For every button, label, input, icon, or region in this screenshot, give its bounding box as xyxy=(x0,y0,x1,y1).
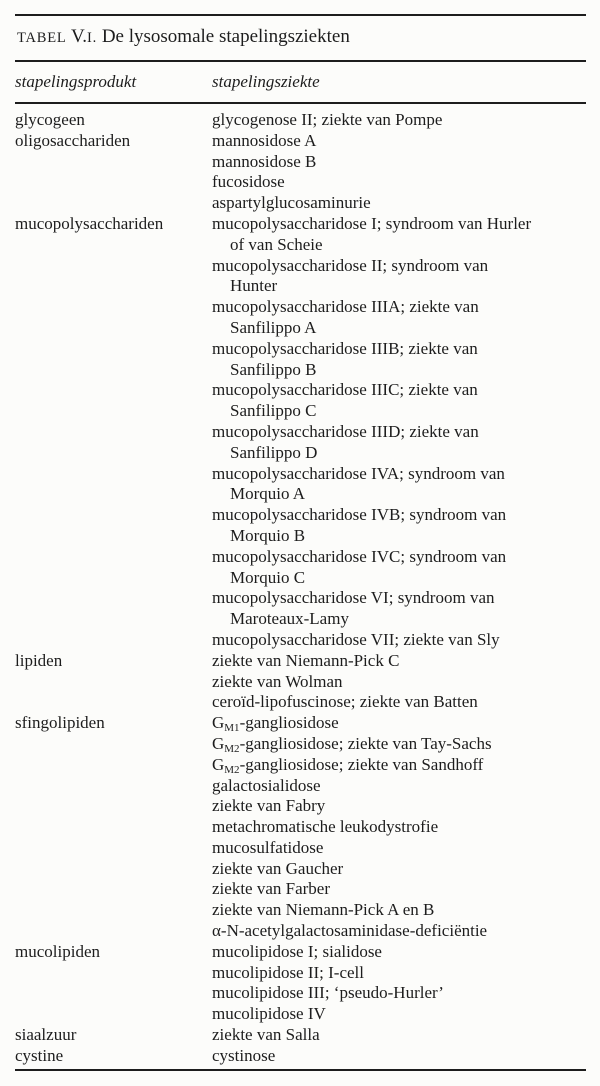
disease-line: mucolipidose II; I-cell xyxy=(212,962,365,982)
disease-line: ziekte van Salla xyxy=(212,1025,320,1045)
subscript-text: M2 xyxy=(224,763,240,776)
disease-line: ceroïd-lipofuscinose; ziekte van Batten xyxy=(212,692,478,712)
table-row xyxy=(15,110,586,131)
disease-line: mucolipidose IV xyxy=(212,1004,326,1024)
disease-line-continuation: Morquio C xyxy=(230,567,306,587)
table-title xyxy=(17,25,586,50)
disease-line: mucopolysaccharidose II; syndroom van xyxy=(212,255,489,275)
disease-cell xyxy=(212,713,586,942)
disease-text: G xyxy=(212,733,225,753)
disease-line xyxy=(212,713,586,734)
subscript-text: M2 xyxy=(224,742,240,755)
disease-line: ziekte van Niemann-Pick A en B xyxy=(212,900,435,920)
disease-cell xyxy=(212,1025,586,1046)
product-cell: sfingolipiden xyxy=(15,713,105,733)
disease-cell xyxy=(212,131,586,214)
disease-line: ziekte van Niemann-Pick C xyxy=(212,650,400,670)
rule-under-headers xyxy=(15,102,586,104)
disease-line: mucopolysaccharidose IIIC; ziekte van xyxy=(212,380,478,400)
disease-cell xyxy=(212,1046,586,1067)
disease-line: mucopolysaccharidose VI; syndroom van xyxy=(212,588,495,608)
disease-line: mucolipidose I; sialidose xyxy=(212,941,382,961)
disease-line: mannosidose A xyxy=(212,130,317,150)
table-title-text: De lysosomale stapelingsziekten xyxy=(101,26,350,47)
column-header-product: stapelingsprodukt xyxy=(15,72,137,91)
product-cell: oligosacchariden xyxy=(15,130,131,150)
table-row xyxy=(15,214,586,651)
disease-text: -gangliosidose; ziekte van Sandhoff xyxy=(239,754,484,774)
disease-line-continuation: Sanfilippo D xyxy=(230,442,318,462)
disease-line xyxy=(212,755,586,776)
table-row xyxy=(15,713,586,942)
column-header-disease: stapelingsziekte xyxy=(212,72,320,91)
disease-line: glycogenose II; ziekte van Pompe xyxy=(212,110,443,129)
disease-line: mannosidose B xyxy=(212,151,317,171)
disease-line: mucosulfatidose xyxy=(212,837,324,857)
table-row xyxy=(15,942,586,1025)
disease-line-continuation: Maroteaux-Lamy xyxy=(230,609,349,629)
disease-line-continuation: Hunter xyxy=(230,276,278,296)
disease-cell xyxy=(212,942,586,1025)
disease-line: ziekte van Gaucher xyxy=(212,858,344,878)
disease-line: mucolipidose III; ‘pseudo-Hurler’ xyxy=(212,983,444,1003)
disease-cell xyxy=(212,651,586,713)
table-body xyxy=(15,110,586,1067)
disease-text: G xyxy=(212,754,225,774)
product-cell: cystine xyxy=(15,1045,64,1065)
table-row xyxy=(15,1046,586,1067)
disease-line: aspartylglucosaminurie xyxy=(212,193,371,213)
product-cell: mucolipiden xyxy=(15,941,100,961)
disease-line-continuation: Sanfilippo B xyxy=(230,359,317,379)
disease-line: mucopolysaccharidose VII; ziekte van Sly xyxy=(212,629,500,649)
disease-line: α-N-acetylgalactosaminidase-deficiëntie xyxy=(212,921,488,941)
disease-line: mucopolysaccharidose IVA; syndroom van xyxy=(212,463,505,483)
disease-cell xyxy=(212,214,586,651)
subscript-text: M1 xyxy=(224,722,240,734)
table-row xyxy=(15,1025,586,1046)
disease-line xyxy=(212,734,586,755)
disease-text: -gangliosidose; ziekte van Tay-Sachs xyxy=(239,733,492,753)
disease-line: mucopolysaccharidose IVB; syndroom van xyxy=(212,505,507,525)
rule-top xyxy=(15,14,586,16)
product-cell: lipiden xyxy=(15,650,63,670)
disease-line: fucosidose xyxy=(212,172,285,192)
product-cell: mucopolysacchariden xyxy=(15,213,164,233)
table-row xyxy=(15,131,586,214)
disease-line: mucopolysaccharidose IIIB; ziekte van xyxy=(212,338,478,358)
disease-line: ziekte van Fabry xyxy=(212,796,326,816)
table-row xyxy=(15,651,586,713)
product-cell: glycogeen xyxy=(15,110,85,129)
table-title-number-major: V. xyxy=(70,26,88,47)
table-title-number-minor: I. xyxy=(87,30,98,46)
product-cell: siaalzuur xyxy=(15,1025,77,1045)
rule-bottom xyxy=(15,1069,586,1071)
rule-under-title xyxy=(15,60,586,62)
disease-line: ziekte van Wolman xyxy=(212,671,343,691)
table-title-label: TABEL xyxy=(17,30,67,46)
disease-line: metachromatische leukodystrofie xyxy=(212,817,439,837)
disease-line-continuation: of van Scheie xyxy=(230,234,323,254)
disease-line: mucopolysaccharidose I; syndroom van Hurler xyxy=(212,213,532,233)
disease-line-continuation: Morquio A xyxy=(230,484,306,504)
disease-line: galactosialidose xyxy=(212,775,321,795)
disease-line: mucopolysaccharidose IIID; ziekte van xyxy=(212,421,479,441)
disease-line-continuation: Morquio B xyxy=(230,525,306,545)
disease-line-continuation: Sanfilippo C xyxy=(230,401,317,421)
disease-text: -gangliosidose xyxy=(239,713,339,733)
disease-cell xyxy=(212,110,586,131)
disease-text: G xyxy=(212,713,225,733)
column-headers xyxy=(15,71,586,92)
disease-line: cystinose xyxy=(212,1045,276,1065)
disease-line-continuation: Sanfilippo A xyxy=(230,317,317,337)
disease-line: ziekte van Farber xyxy=(212,879,330,899)
disease-line: mucopolysaccharidose IVC; syndroom van xyxy=(212,546,507,566)
disease-line: mucopolysaccharidose IIIA; ziekte van xyxy=(212,297,479,317)
